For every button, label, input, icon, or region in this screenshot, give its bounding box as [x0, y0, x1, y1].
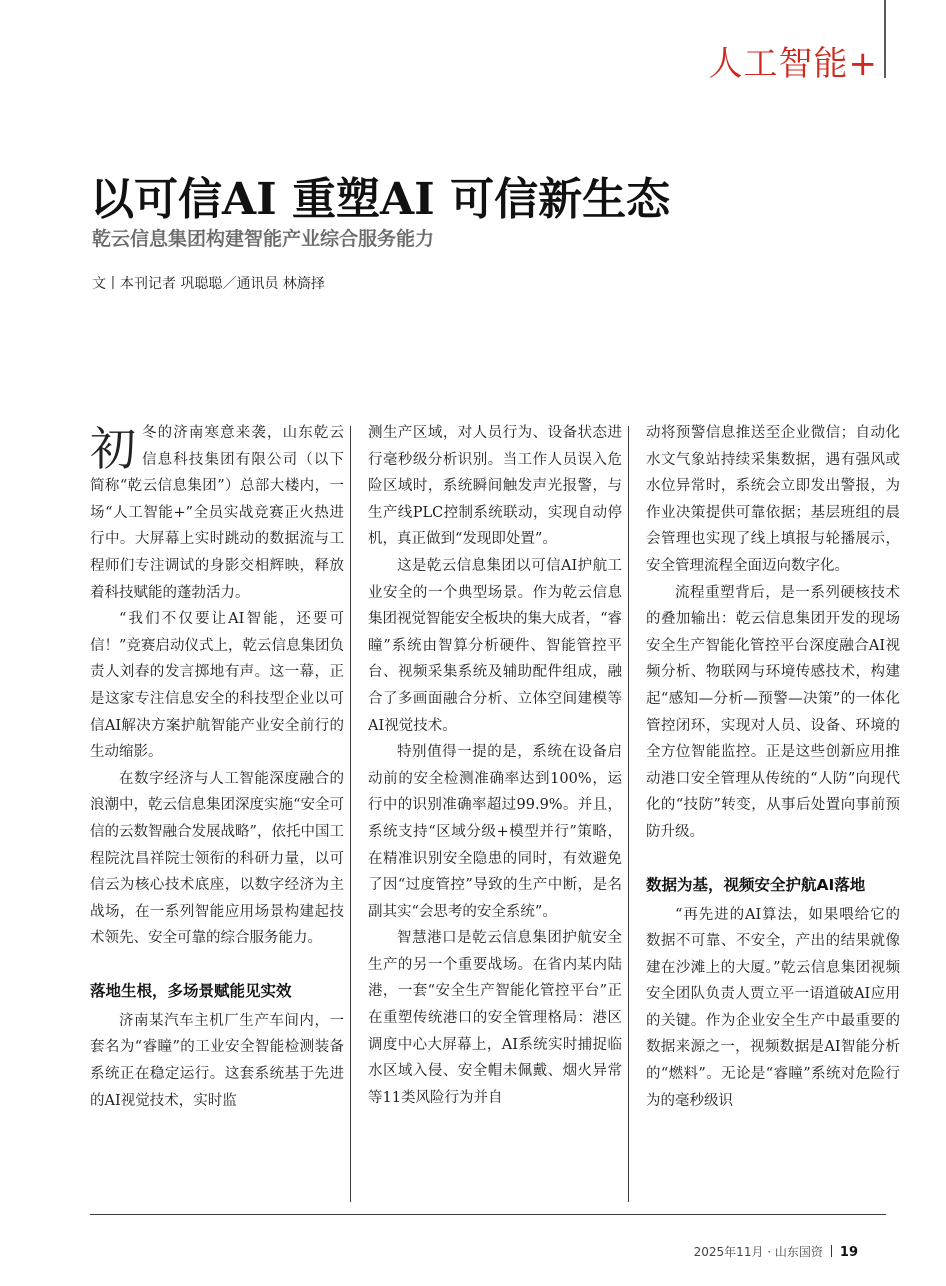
paragraph: 流程重塑背后，是一系列硬核技术的叠加输出：乾云信息集团开发的现场安全生产智能化管控平台深度融合AI视频分析、物联网与环境传感技术，构建起“感知—分析—预警—决策”的一体化管控闭环，实现对人员、设备、环境的全方位智能监控。正是这些创新应用推动港口安全管理从传统的“人防”向现代化的“技防”转变，从事后处置向事前预防升级。 [646, 584, 900, 840]
section-heading: 落地生根，多场景赋能见实效 [90, 981, 292, 1000]
column-divider [628, 426, 629, 1202]
paragraph [90, 420, 344, 606]
paragraph: 智慧港口是乾云信息集团护航安全生产的另一个重要战场。在省内某内陆港，一套“安全生产智能化管控平台”正在重塑传统港口的安全管理格局：港区调度中心大屏幕上，AI系统实时捕捉临水区域入侵、安全帽未佩戴、烟火异常等11类风险行为并自 [368, 930, 622, 1106]
section-tag: 人工智能+ [708, 44, 878, 84]
column-1 [90, 420, 344, 1208]
article-title: 以可信AI 重塑AI 可信新生态 [90, 174, 671, 225]
column-divider [350, 426, 351, 1202]
paragraph: 测生产区域，对人员行为、设备状态进行毫秒级分析识别。当工作人员误入危险区域时，系统瞬间触发声光报警，与生产线PLC控制系统联动，实现自动停机，真正做到“发现即处置”。 [368, 425, 622, 548]
page-footer [694, 1243, 858, 1262]
paragraph: 特别值得一提的是，系统在设备启动前的安全检测准确率达到100%，运行中的识别准确率超过99.9%。并且，系统支持“区域分级+模型并行”策略，在精准识别安全隐患的同时，有效避免了因“过度管控”导致的生产中断，是名副其实“会思考的安全系统”。 [368, 744, 622, 920]
footer-separator [831, 1245, 832, 1257]
section-heading: 数据为基，视频安全护航AI落地 [646, 875, 866, 894]
paragraph-text: 冬的济南寒意来袭，山东乾云信息科技集团有限公司（以下简称“乾云信息集团”）总部大楼内，一场“人工智能+”全员实战竞赛正火热进行中。大屏幕上实时跳动的数据流与工程师们专注调试的身影交相辉映，释放着科技赋能的蓬勃活力。 [90, 425, 344, 601]
header-vertical-rule [884, 0, 886, 78]
drop-cap: 初 [90, 422, 136, 476]
footer-rule [90, 1214, 886, 1215]
paragraph: “再先进的AI算法，如果喂给它的数据不可靠、不安全，产出的结果就像建在沙滩上的大厦。”乾云信息集团视频安全团队负责人贾立平一语道破AI应用的关键。作为企业安全生产中最重要的数据来源之一，视频数据是AI智能分析的“燃料”。无论是“睿瞳”系统对危险行为的毫秒级识 [646, 906, 900, 1109]
column-3 [646, 420, 900, 1208]
paragraph: 这是乾云信息集团以可信AI护航工业安全的一个典型场景。作为乾云信息集团视觉智能安全板块的集大成者，“睿瞳”系统由智算分析硬件、智能管控平台、视频采集系统及辅助配件组成，融合了多画面融合分析、立体空间建模等AI视觉技术。 [368, 557, 622, 734]
paragraph: 济南某汽车主机厂生产车间内，一套名为“睿瞳”的工业安全智能检测装备系统正在稳定运行。这套系统基于先进的AI视觉技术，实时监 [90, 1012, 344, 1109]
page-number: 19 [839, 1245, 858, 1260]
paragraph: 动将预警信息推送至企业微信；自动化水文气象站持续采集数据，遇有强风或水位异常时，系统会立即发出警报，为作业决策提供可靠依据；基层班组的晨会管理也实现了线上填报与轮播展示，安全管理流程全面迈向数字化。 [646, 425, 900, 574]
footer-issue: 2025年11月 · 山东国资 [693, 1245, 823, 1259]
article-subtitle: 乾云信息集团构建智能产业综合服务能力 [92, 228, 435, 250]
paragraph: 在数字经济与人工智能深度融合的浪潮中，乾云信息集团深度实施“安全可信的云数智融合发展战略”，依托中国工程院沈昌祥院士领衔的科研力量，以可信云为核心技术底座，以数字经济为主战场，在一系列智能应用场景构建起技术领先、安全可靠的综合服务能力。 [90, 770, 344, 947]
column-2 [368, 420, 622, 1208]
article-byline: 文丨本刊记者 巩聪聪／通讯员 林旖择 [92, 276, 325, 292]
paragraph: “我们不仅要让AI智能，还要可信！”竞赛启动仪式上，乾云信息集团负责人刘春的发言掷地有声。这一幕，正是这家专注信息安全的科技型企业以可信AI解决方案护航智能产业安全前行的生动缩影。 [90, 611, 344, 761]
